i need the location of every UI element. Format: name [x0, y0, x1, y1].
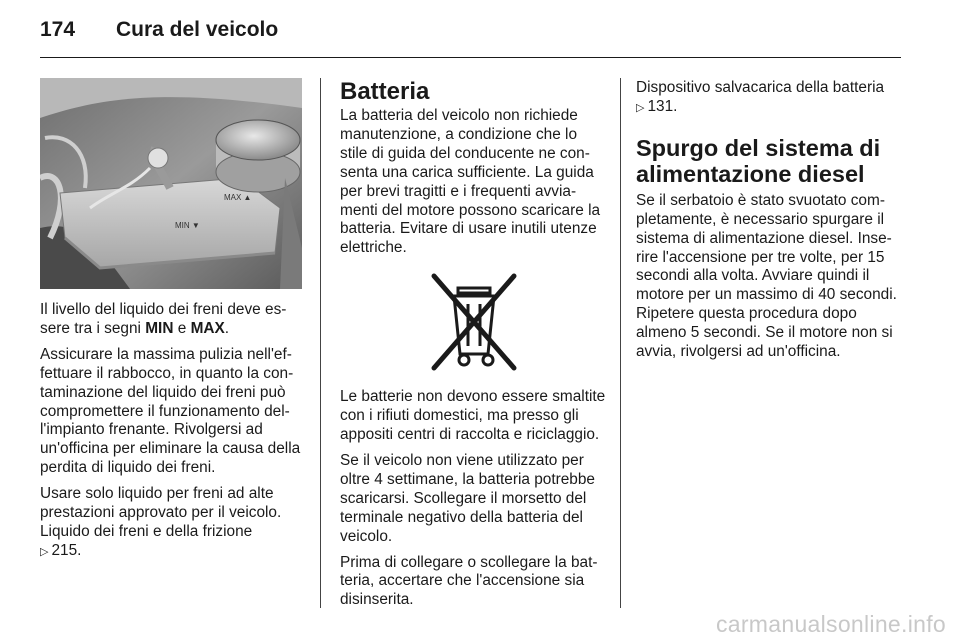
- disposal-paragraph: Le batterie non devono essere smaltite con i rifiuti domestici, ma presso gli appositi centri di raccolta e riciclaggio.: [340, 388, 606, 444]
- arrow-icon: ▷: [40, 545, 49, 558]
- min-mark: MIN: [145, 319, 174, 337]
- page-reference[interactable]: 215.: [51, 541, 82, 559]
- page-title: Cura del veicolo: [116, 18, 279, 41]
- brake-fluid-reservoir-photo: [40, 78, 302, 289]
- fluid-type-paragraph: Usare solo liquido per freni ad alte prestazioni approvato per il veicolo. Liquido dei freni e della frizione ▷ 215.: [40, 485, 282, 559]
- battery-paragraph: La batteria del veicolo non richiede manutenzione, a condizione che lo stile di guida del conducente ne consenta una carica sufficiente. La guida per brevi tragitti e i frequenti avviamenti del motore possono scaricare la batteria. Evitare di usare inutili utenze elettriche.: [340, 107, 601, 257]
- page-header: [40, 18, 278, 48]
- column-middle: [340, 79, 608, 617]
- column-right: [636, 79, 904, 369]
- column-left: [40, 301, 308, 569]
- ignition-paragraph: Prima di collegare o scollegare la batteria, accertare che l'accensione sia disinserita.: [340, 553, 598, 609]
- arrow-icon: ▷: [636, 101, 645, 114]
- diesel-bleed-paragraph: Se il serbatoio è stato svuotato completamente, è necessario spurgare il sistema di alimentazione diesel. Inserire l'accensione per tre volte, per 15 secondi alla volta. Avviare quindi il motore per un massimo di 40 secondi. Ripetere questa procedura dopo almeno 5 secondi. Se il motore non si avvia, rivolgersi ad un'officina.: [636, 191, 897, 361]
- watermark: carmanualsonline.info: [715, 611, 946, 637]
- battery-saver-paragraph: Dispositivo salvacarica della batteria ▷ 131.: [636, 79, 885, 115]
- brake-level-paragraph: Il livello del liquido dei freni deve essere tra i segni MIN e MAX.: [40, 301, 287, 337]
- header-rule: [40, 57, 901, 58]
- cleanliness-paragraph: Assicurare la massima pulizia nell'effettuare il rabbocco, in quanto la contaminazione del liquido dei freni può compromettere il funzionamento dell'impianto frenante. Rivolgersi ad un'officina per eliminare la causa della perdita di liquido dei freni.: [40, 345, 301, 477]
- page-number: 174: [40, 18, 76, 41]
- column-divider-2: [620, 78, 621, 608]
- column-divider-1: [320, 78, 321, 608]
- min-mark-label: MIN ▼: [175, 221, 200, 230]
- section-heading-diesel-bleed: Spurgo del sistema di alimentazione diesel: [636, 134, 881, 187]
- storage-paragraph: Se il veicolo non viene utilizzato per oltre 4 settimane, la batteria potrebbe scaricarsi. Scollegare il morsetto del terminale negativo della batteria del veicolo.: [340, 451, 595, 545]
- max-mark-label: MAX ▲: [224, 193, 252, 202]
- crossed-bin-icon: [428, 270, 520, 374]
- page-reference[interactable]: 131.: [647, 97, 678, 115]
- max-mark: MAX: [190, 319, 225, 337]
- section-heading-battery: Batteria: [340, 78, 430, 105]
